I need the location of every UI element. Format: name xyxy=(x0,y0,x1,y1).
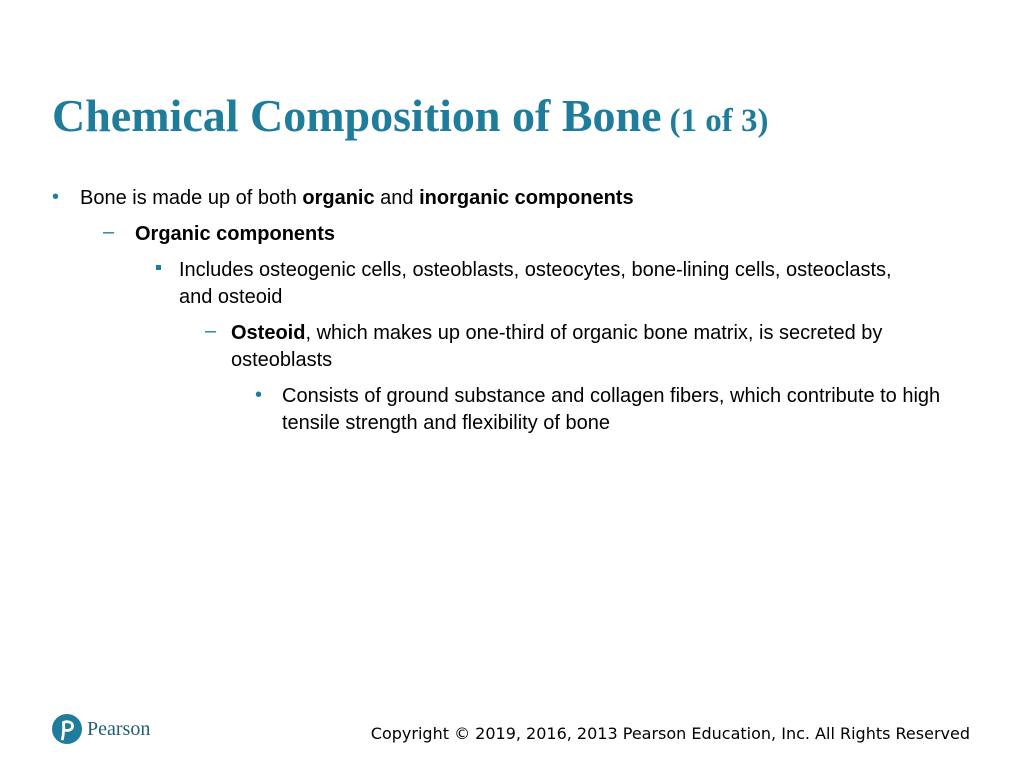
title-main: Chemical Composition of Bone xyxy=(52,90,662,141)
bullet-text: Bone is made up of both xyxy=(80,187,303,209)
pearson-logo-icon xyxy=(52,714,82,744)
bullet-bold-term: Organic components xyxy=(135,223,336,245)
bullet-dash-marker: – xyxy=(205,320,217,342)
logo-text: Pearson xyxy=(87,717,151,740)
pearson-logo xyxy=(52,714,150,744)
bullet-bold-term: organic xyxy=(302,187,375,209)
bullet-level-1 xyxy=(80,185,634,212)
bullet-text: , which makes up one-third of organic bone matrix, is secreted by osteoblasts xyxy=(231,322,883,371)
bullet-dot-marker: • xyxy=(255,384,263,406)
bullet-level-2 xyxy=(135,221,335,248)
bullet-dash-marker: – xyxy=(103,221,115,243)
bullet-bold-term: inorganic components xyxy=(419,187,634,209)
bullet-dot-marker: • xyxy=(52,186,60,208)
bullet-level-5: Consists of ground substance and collagen fibers, which contribute to high tensile strength and flexibility of bone xyxy=(282,385,941,434)
title-part-indicator: (1 of 3) xyxy=(669,103,769,139)
bullet-square-marker xyxy=(156,265,161,270)
bullet-bold-term: Osteoid xyxy=(231,322,306,344)
copyright-notice: Copyright © 2019, 2016, 2013 Pearson Education, Inc. All Rights Reserved xyxy=(370,724,970,743)
bullet-level-3: Includes osteogenic cells, osteoblasts, osteocytes, bone-lining cells, osteoclasts, and osteoid xyxy=(179,259,892,308)
bullet-level-4 xyxy=(231,320,981,374)
bullet-text: and xyxy=(374,187,420,209)
